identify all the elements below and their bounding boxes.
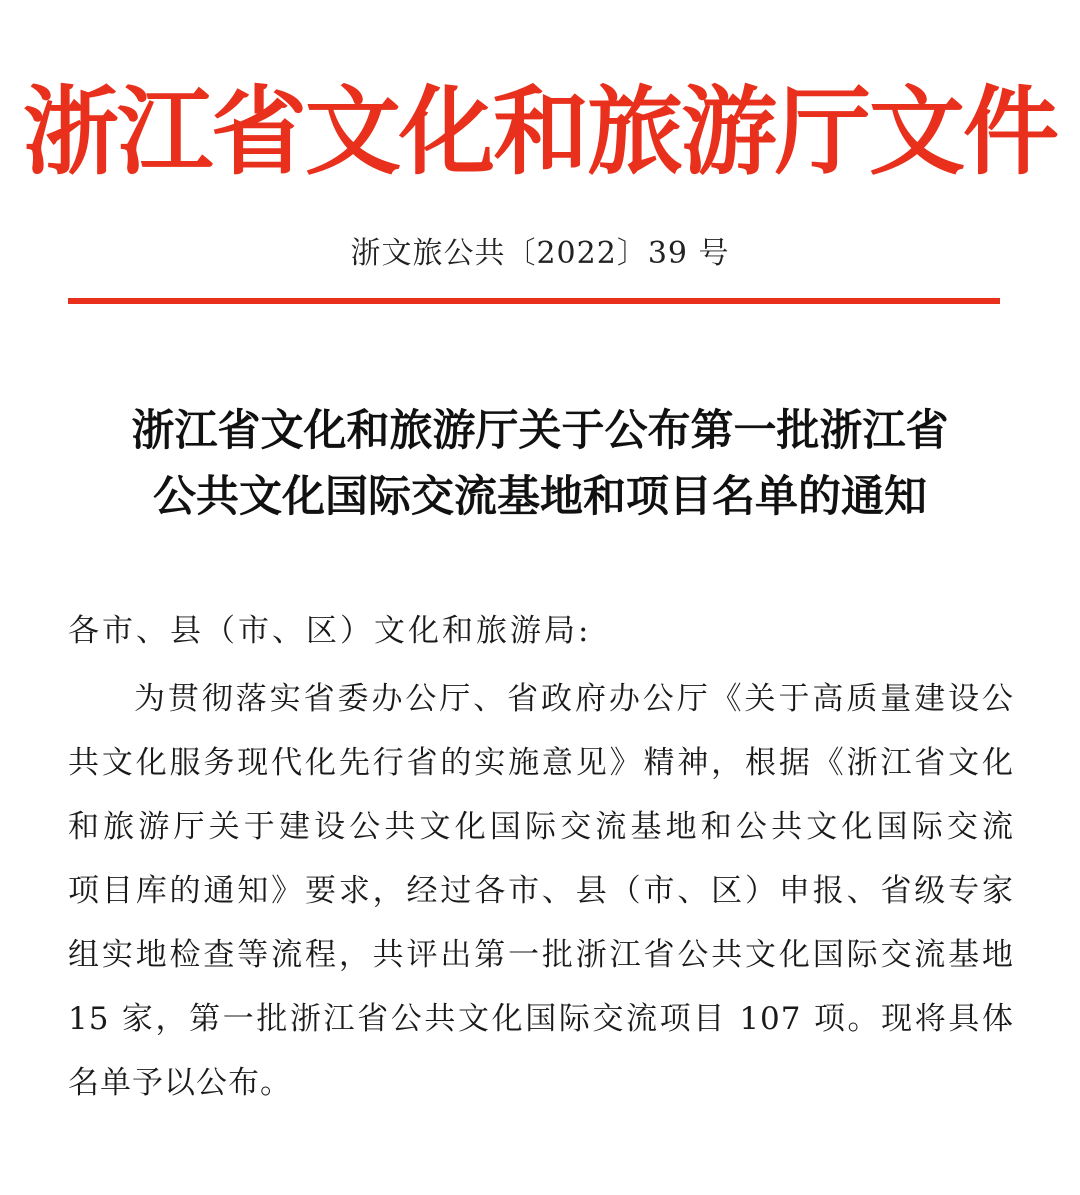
notice-title — [0, 398, 1080, 530]
body-line: 名单予以公布。 — [68, 1065, 292, 1101]
notice-title-line: 公共文化国际交流基地和项目名单的通知 — [153, 472, 927, 522]
body-line: 为贯彻落实省委办公厅、省政府办公厅《关于高质量建设公 — [134, 681, 1014, 717]
salutation: 各市、县（市、区）文化和旅游局: — [68, 613, 592, 649]
header-divider — [68, 298, 1000, 304]
body-line: 和旅游厅关于建设公共文化国际交流基地和公共文化国际交流 — [68, 809, 1014, 845]
body-line: 共文化服务现代化先行省的实施意见》精神，根据《浙江省文化 — [68, 745, 1014, 781]
document-number: 浙文旅公共〔2022〕39 号 — [350, 236, 730, 271]
body-line: 组实地检查等流程，共评出第一批浙江省公共文化国际交流基地 — [68, 937, 1014, 973]
body-paragraph — [68, 667, 1014, 1115]
body-line: 15 家，第一批浙江省公共文化国际交流项目 107 项。现将具体 — [68, 1001, 1014, 1037]
body-line: 项目库的通知》要求，经过各市、县（市、区）申报、省级专家 — [68, 873, 1014, 909]
document-header-title: 浙江省文化和旅游厅文件 — [23, 75, 1057, 188]
notice-title-line: 浙江省文化和旅游厅关于公布第一批浙江省 — [131, 406, 949, 456]
